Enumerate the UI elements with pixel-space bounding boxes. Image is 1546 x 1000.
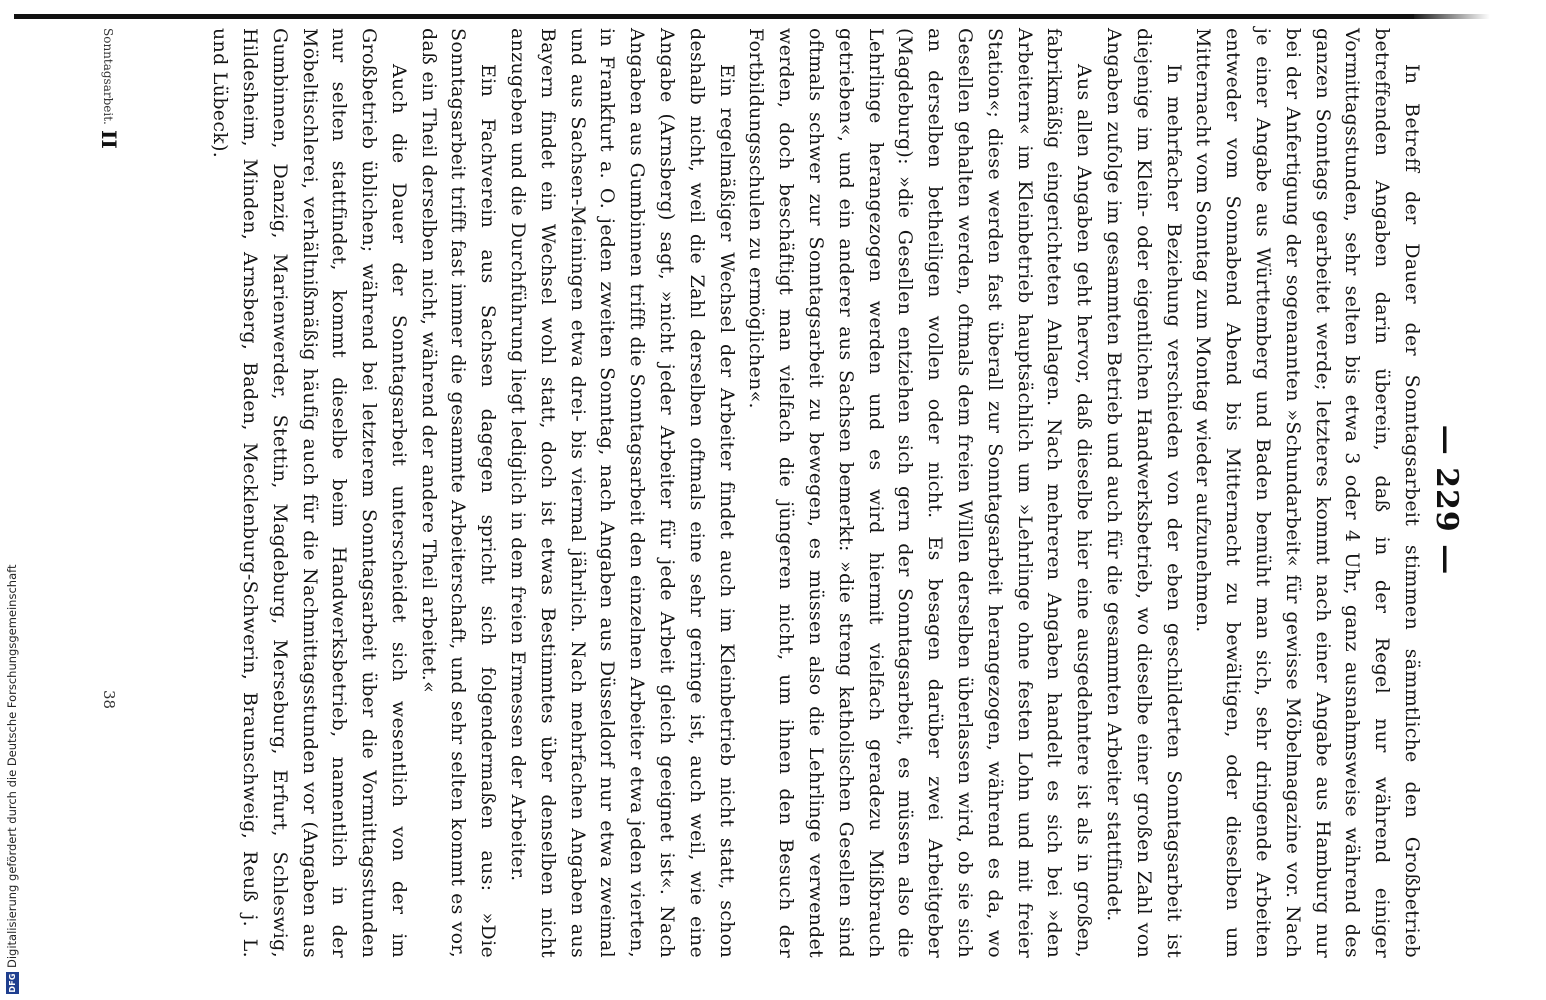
paragraph: Aus allen Angaben geht hervor, daß dieselbe hier eine ausgedehntere ist als in großen, fabrikmäßig eingerichteten Anlagen. Nach mehreren Angaben handelt es sich bei »den Arbeitern« im Kleinbetrieb hauptsächlich um »Lehrlinge ohne festen Lohn und mit freier Station«; diese werden fast überall zur Sonntagsarbeit herangezogen, während es da, wo Gesellen gehalten werden, oftmals dem freien Willen derselben überlassen wird, ob sie sich an derselben betheiligen wollen oder nicht. Es besagen darüber zwei Arbeitgeber (Magdeburg): »die Gesellen entziehen sich gern der Sonntagsarbeit, es müssen also die Lehrlinge herangezogen werden und es wird hiermit vielfach geradezu Mißbrauch getrieben«, und ein anderer aus Sachsen bemerkt: »die streng katholischen Gesellen sind oftmals schwer zur Sonntagsarbeit zu bewegen, es müssen also die Lehrlinge verwendet werden, doch beschäftigt man vielfach die jüngeren nicht, um ihnen den Besuch der Fortbildungsschulen zu ermöglichen«. <box>745 28 1096 958</box>
body-text <box>204 28 1426 958</box>
paragraph: In mehrfacher Beziehung verschieden von der eben geschilderten Sonntagsarbeit ist diejenige im Klein- oder eigentlichen Handwerksbetrieb, wo dieselbe einer großen Zahl von Angaben zufolge im gesammten Betrieb und auch für die gesammten Arbeiter stattfindet. <box>1103 28 1185 958</box>
paragraph: In Betreff der Dauer der Sonntagsarbeit stimmen sämmtliche den Großbetrieb betreffenden Angaben darin überein, daß in der Regel nur während einiger Vormittagsstunden, sehr selten bis etwa 3 oder 4 Uhr, ganz ausnahmsweise während des ganzen Sonntags gearbeitet werde; letzteres kommt nach einer Angabe aus Hamburg nur bei der Anfertigung der sogenannten »Schundarbeit« für gewisse Möbelmagazine vor. Nach je einer Angabe aus Württemberg und Baden bemüht man sich, sehr dringende Arbeiten entweder vom Sonnabend Abend bis Mitternacht zu bewältigen, oder dieselben um Mitternacht vom Sonntag zum Montag wieder aufzunehmen. <box>1192 28 1423 958</box>
footer-running-title: Sonntagsarbeit. <box>101 28 115 125</box>
footer-sheet-number: 38 <box>100 690 118 710</box>
paragraph: Ein regelmäßiger Wechsel der Arbeiter findet auch im Kleinbetrieb nicht statt, schon deshalb nicht, weil die Zahl derselben oftmals eine sehr geringe ist, auch weil, wie eine Angabe (Arnsberg) sagt, »nicht jeder Arbeiter für jede Arbeit gleich geeignet ist«. Nach Angaben aus Gumbinnen trifft die Sonntagsarbeit den einzelnen Arbeiter etwa jeden vierten, in Frankfurt a. O. jeden zweiten Sonntag, nach Angaben aus Düsseldorf nur etwa zweimal und aus Sachsen-Meiningen etwa drei- bis viermal jährlich. Nach mehrfachen Angaben aus Bayern findet ein Wechsel wohl statt, doch ist etwas Bestimmtes über denselben nicht anzugeben und die Durchführung liegt lediglich in dem freien Ermessen der Arbeiter. <box>507 28 738 958</box>
footer-signature: II <box>97 130 121 149</box>
digitization-stamp <box>0 0 24 1000</box>
dfg-logo-icon: DFG <box>7 973 17 993</box>
paragraph: Auch die Dauer der Sonntagsarbeit unterscheidet sich wesentlich von der im Großbetrieb üblichen; während bei letzterem Sonntagsarbeit über die Vormittagsstunden nur selten stattfindet, kommt dieselbe beim Handwerksbetrieb, namentlich in der Möbeltischlerei, verhältnißmäßig häufig auch für die Nachmittagsstunden vor (Angaben aus Gumbinnen, Danzig, Marienwerder, Stettin, Magdeburg, Merseburg, Erfurt, Schleswig, Hildesheim, Minden, Arnsberg, Baden, Mecklenburg-Schwerin, Braunschweig, Reuß j. L. und Lübeck). <box>209 28 410 958</box>
digitization-stamp-text: Digitalisierung gefördert durch die Deutsche Forschungsgemeinschaft <box>5 564 19 968</box>
page-number: — 229 — <box>1429 424 1464 576</box>
paragraph: Ein Fachverein aus Sachsen dagegen spricht sich folgendermaßen aus: »Die Sonntagsarbeit trifft fast immer die gesammte Arbeiterschaft, und sehr selten kommt es vor, daß ein Theil derselben nicht, während der andere Theil arbeitet.« <box>417 28 500 958</box>
